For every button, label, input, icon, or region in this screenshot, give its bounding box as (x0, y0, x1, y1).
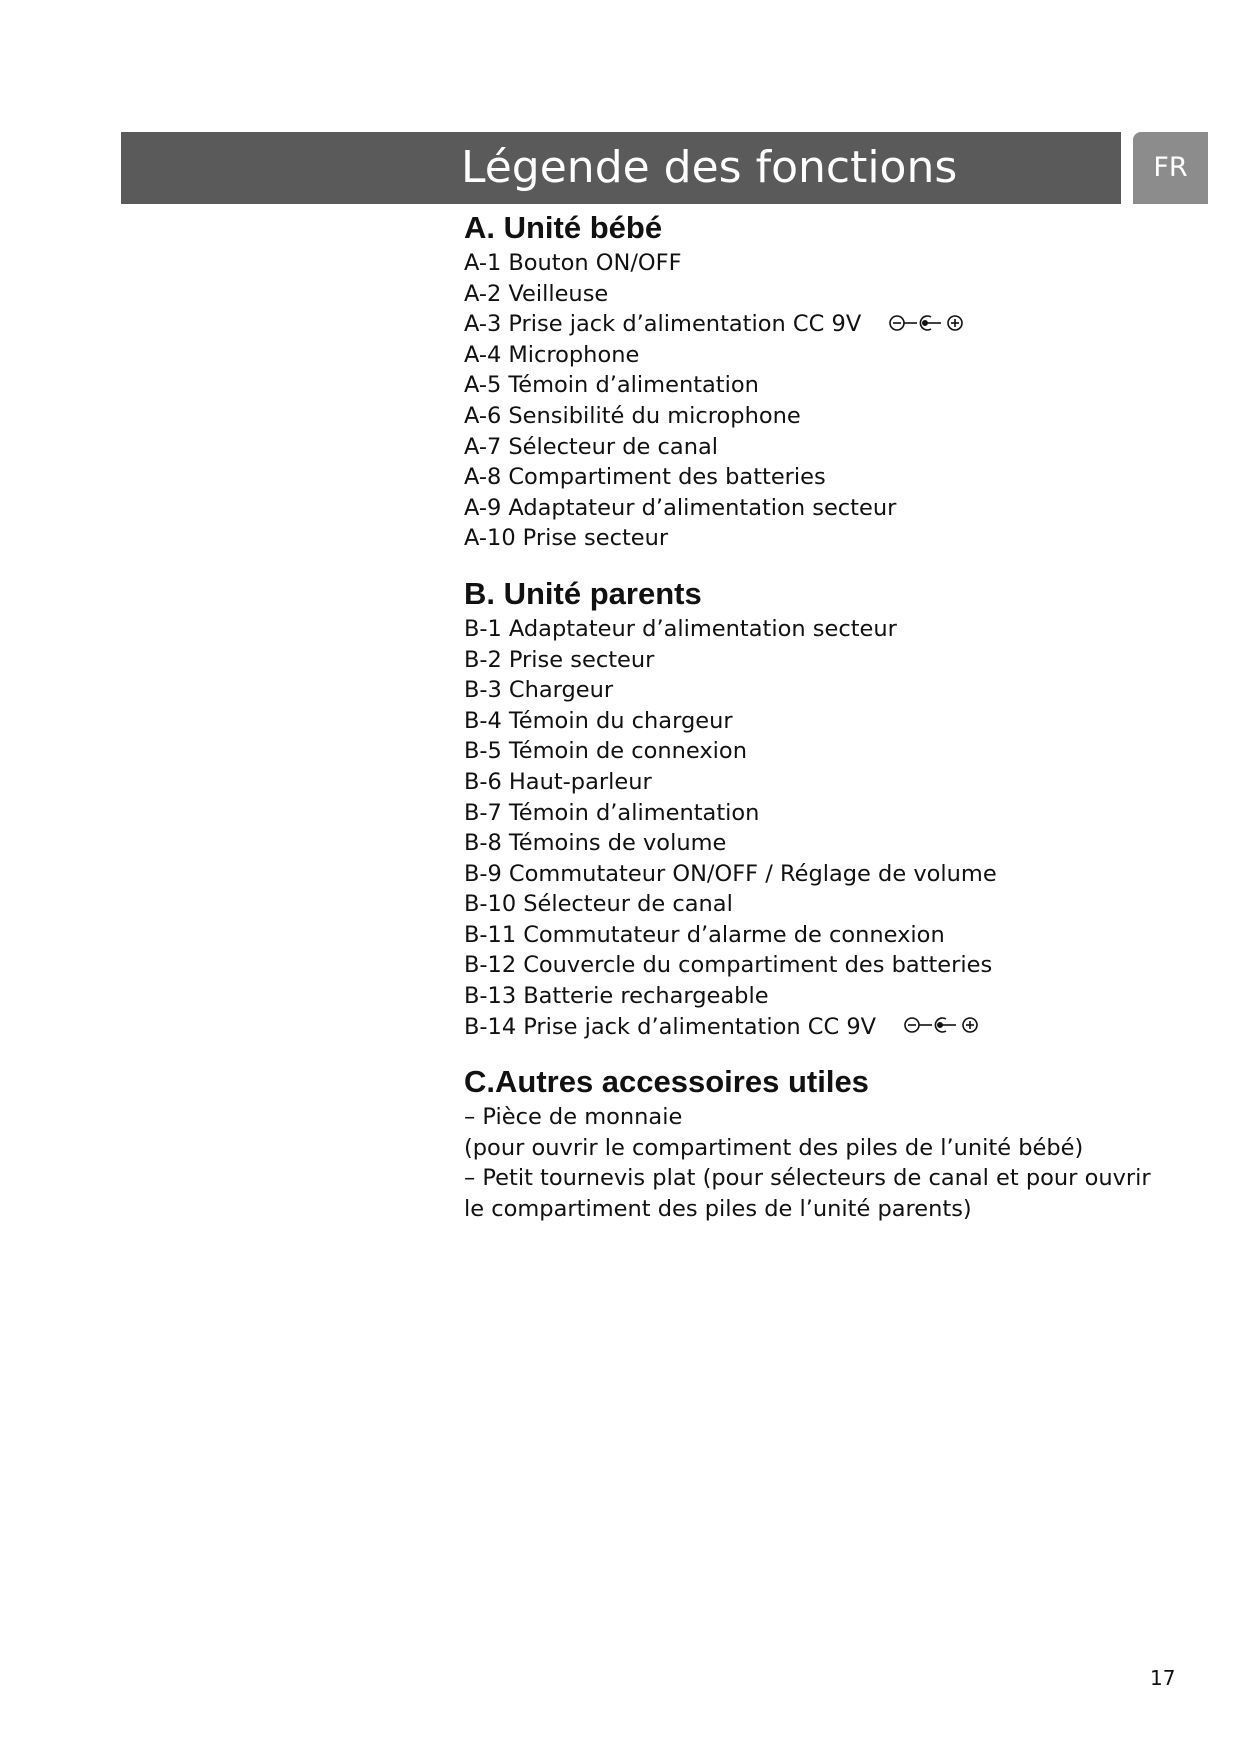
item-code: B-14 (464, 1013, 517, 1040)
item-label: Prise secteur (522, 525, 669, 552)
item-code: A-2 (464, 280, 502, 307)
list-item (464, 614, 1184, 645)
section-baby-unit (464, 210, 1184, 554)
list-item (464, 675, 1184, 706)
list-item (464, 981, 1184, 1012)
item-label: Prise secteur (508, 646, 655, 673)
list-item (464, 828, 1184, 859)
item-code: B-6 (464, 768, 502, 795)
item-code: B-11 (464, 921, 517, 948)
item-list (464, 614, 1184, 1042)
item-code: B-4 (464, 707, 502, 734)
item-label: Adaptateur d’alimentation secteur (508, 615, 897, 642)
item-label: Prise jack d’alimentation CC 9V (508, 311, 862, 338)
accessory-note: (pour ouvrir le compartiment des piles de l’unité bébé) (464, 1134, 1084, 1161)
item-label: Sélecteur de canal (523, 891, 733, 918)
list-item (464, 401, 1184, 432)
list-item (464, 279, 1184, 310)
list-item (464, 798, 1184, 829)
item-code: A-8 (464, 464, 502, 491)
item-code: A-7 (464, 433, 502, 460)
list-item (464, 309, 1184, 340)
item-label: Sensibilité du microphone (508, 402, 801, 429)
item-code: B-12 (464, 952, 517, 979)
item-code: B-9 (464, 860, 502, 887)
item-label: Veilleuse (508, 280, 609, 307)
accessory-note: le compartiment des piles de l’unité parents) (464, 1196, 972, 1223)
list-item (464, 432, 1184, 463)
list-item (464, 523, 1184, 554)
item-label: Sélecteur de canal (508, 433, 718, 460)
item-label: Témoin d’alimentation (508, 799, 760, 826)
list-item (464, 493, 1184, 524)
list-item (464, 340, 1184, 371)
accessory-list (464, 1102, 1184, 1224)
item-code: A-5 (464, 372, 502, 399)
dc-polarity-icon (902, 1014, 982, 1036)
item-code: A-10 (464, 525, 516, 552)
accessory-text: – Petit tournevis plat (pour sélecteurs de canal et pour ouvrir (464, 1165, 1151, 1192)
list-item (464, 889, 1184, 920)
item-label: Témoin d’alimentation (508, 372, 759, 399)
dc-polarity-icon (887, 312, 967, 334)
list-item (464, 370, 1184, 401)
list-item (464, 920, 1184, 951)
item-label: Témoins de volume (508, 830, 727, 857)
item-code: A-9 (464, 494, 502, 521)
item-code: B-8 (464, 830, 502, 857)
list-item (464, 767, 1184, 798)
item-label: Compartiment des batteries (508, 464, 826, 491)
item-label: Haut-parleur (508, 768, 652, 795)
list-item (464, 950, 1184, 981)
item-label: Témoin de connexion (508, 738, 747, 765)
page-title: Légende des fonctions (461, 142, 958, 193)
item-code: A-6 (464, 402, 502, 429)
list-item (464, 462, 1184, 493)
list-item (464, 706, 1184, 737)
item-code: B-1 (464, 615, 502, 642)
item-label: Couvercle du compartiment des batteries (523, 952, 993, 979)
list-item (464, 645, 1184, 676)
section-heading: C.Autres accessoires utiles (464, 1064, 869, 1100)
list-item (464, 736, 1184, 767)
item-label: Bouton ON/OFF (508, 250, 682, 276)
item-label: Prise jack d’alimentation CC 9V (523, 1013, 877, 1040)
item-code: A-4 (464, 341, 502, 368)
item-code: B-7 (464, 799, 502, 826)
accessory-item (464, 1163, 1184, 1224)
item-label: Batterie rechargeable (523, 983, 769, 1010)
item-code: B-13 (464, 983, 517, 1010)
item-label: Commutateur ON/OFF / Réglage de volume (508, 860, 997, 887)
content (464, 210, 1184, 1225)
section-heading: B. Unité parents (464, 575, 702, 611)
list-item (464, 248, 1184, 279)
accessory-item (464, 1102, 1184, 1163)
item-list (464, 248, 1184, 554)
item-code: B-3 (464, 677, 502, 704)
item-label: Microphone (508, 341, 640, 368)
item-label: Commutateur d’alarme de connexion (523, 921, 945, 948)
section-parent-unit (464, 576, 1184, 1042)
item-code: B-10 (464, 891, 517, 918)
list-item (464, 1012, 1184, 1043)
section-accessories (464, 1064, 1184, 1224)
item-label: Témoin du chargeur (508, 707, 733, 734)
section-heading: A. Unité bébé (464, 210, 663, 245)
item-label: Chargeur (508, 677, 614, 704)
page-number: 17 (1150, 1666, 1176, 1690)
language-tab: FR (1133, 132, 1208, 204)
item-code: A-3 (464, 311, 502, 338)
list-item (464, 859, 1184, 890)
item-code: B-5 (464, 738, 502, 765)
item-code: A-1 (464, 250, 502, 276)
item-code: B-2 (464, 646, 502, 673)
accessory-text: – Pièce de monnaie (464, 1104, 683, 1131)
item-label: Adaptateur d’alimentation secteur (508, 494, 897, 521)
